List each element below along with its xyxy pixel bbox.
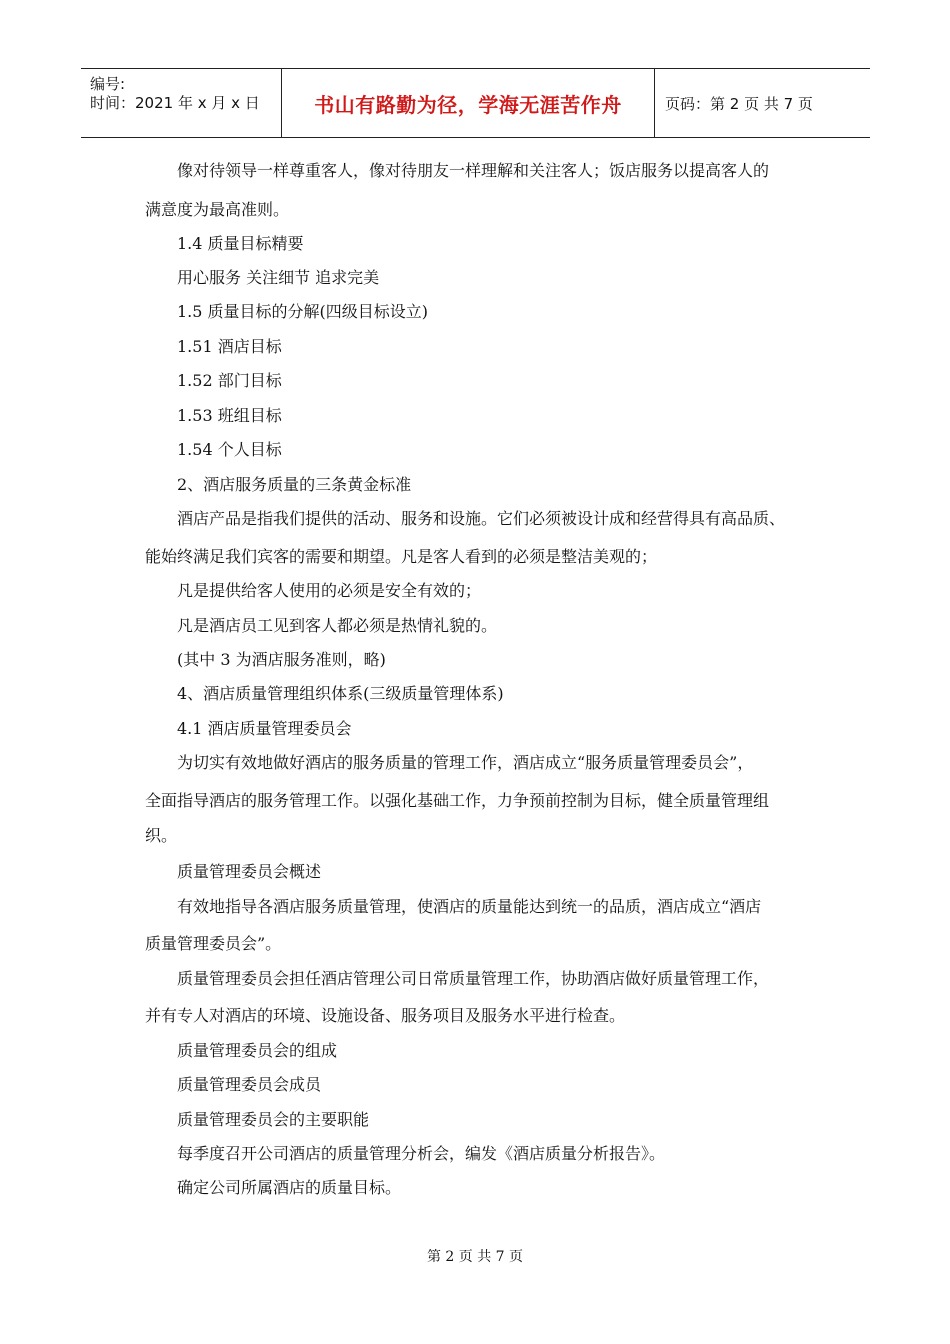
section-heading: 4、酒店质量管理组织体系(三级质量管理体系) xyxy=(177,684,504,703)
body-line: 酒店产品是指我们提供的活动、服务和设施。它们必须被设计成和经营得具有高品质、 xyxy=(177,509,786,528)
section-heading: 质量管理委员会的组成 xyxy=(177,1041,338,1060)
list-item: 1.52 部门目标 xyxy=(177,371,282,390)
body-line: 满意度为最高准则。 xyxy=(145,200,290,219)
body-line: 每季度召开公司酒店的质量管理分析会，编发《酒店质量分析报告》。 xyxy=(177,1144,666,1163)
list-item: 1.51 酒店目标 xyxy=(177,337,282,356)
list-item: 1.53 班组目标 xyxy=(177,406,282,425)
page-footer: 第 2 页 共 7 页 xyxy=(426,1249,524,1265)
section-heading: 质量管理委员会的主要职能 xyxy=(177,1110,370,1129)
section-heading: 1.5 质量目标的分解(四级目标设立) xyxy=(177,302,429,321)
section-heading: 质量管理委员会概述 xyxy=(177,862,322,881)
section-heading: 4.1 酒店质量管理委员会 xyxy=(177,719,352,738)
header-meta-cell xyxy=(81,69,282,137)
body-line: 全面指导酒店的服务管理工作。以强化基础工作，力争预前控制为目标，健全质量管理组 xyxy=(145,791,770,810)
header-motto-cell xyxy=(282,69,655,137)
body-line: 凡是酒店员工见到客人都必须是热情礼貌的。 xyxy=(177,616,498,635)
list-item: 1.54 个人目标 xyxy=(177,440,282,459)
body-line: 质量管理委员会担任酒店管理公司日常质量管理工作，协助酒店做好质量管理工作， xyxy=(177,969,770,988)
document-header xyxy=(81,68,870,138)
header-motto: 书山有路勤为径，学海无涯苦作舟 xyxy=(314,92,622,117)
section-heading: 质量管理委员会成员 xyxy=(177,1075,322,1094)
section-heading: 2、酒店服务质量的三条黄金标准 xyxy=(177,475,412,494)
body-line: 用心服务 关注细节 追求完美 xyxy=(177,268,380,287)
header-date-label: 时间：2021 年 x 月 x 日 xyxy=(90,94,260,112)
body-line: 确定公司所属酒店的质量目标。 xyxy=(177,1178,402,1197)
section-heading: 1.4 质量目标精要 xyxy=(177,234,304,253)
body-line: 像对待领导一样尊重客人，像对待朋友一样理解和关注客人；饭店服务以提高客人的 xyxy=(177,161,770,180)
body-line: 能始终满足我们宾客的需要和期望。凡是客人看到的必须是整洁美观的； xyxy=(145,547,658,566)
body-line: 质量管理委员会”。 xyxy=(145,934,282,953)
header-page-info: 页码：第 2 页 共 7 页 xyxy=(665,94,813,113)
body-line: (其中 3 为酒店服务准则，略) xyxy=(177,650,386,669)
body-line: 有效地指导各酒店服务质量管理，使酒店的质量能达到统一的品质，酒店成立“酒店 xyxy=(177,897,762,916)
body-line: 为切实有效地做好酒店的服务质量的管理工作，酒店成立“服务质量管理委员会”， xyxy=(177,753,754,772)
header-number-label: 编号: xyxy=(90,75,126,93)
body-line: 织。 xyxy=(145,826,178,845)
body-line: 凡是提供给客人使用的必须是安全有效的； xyxy=(177,581,482,600)
body-line: 并有专人对酒店的环境、设施设备、服务项目及服务水平进行检查。 xyxy=(145,1006,626,1025)
